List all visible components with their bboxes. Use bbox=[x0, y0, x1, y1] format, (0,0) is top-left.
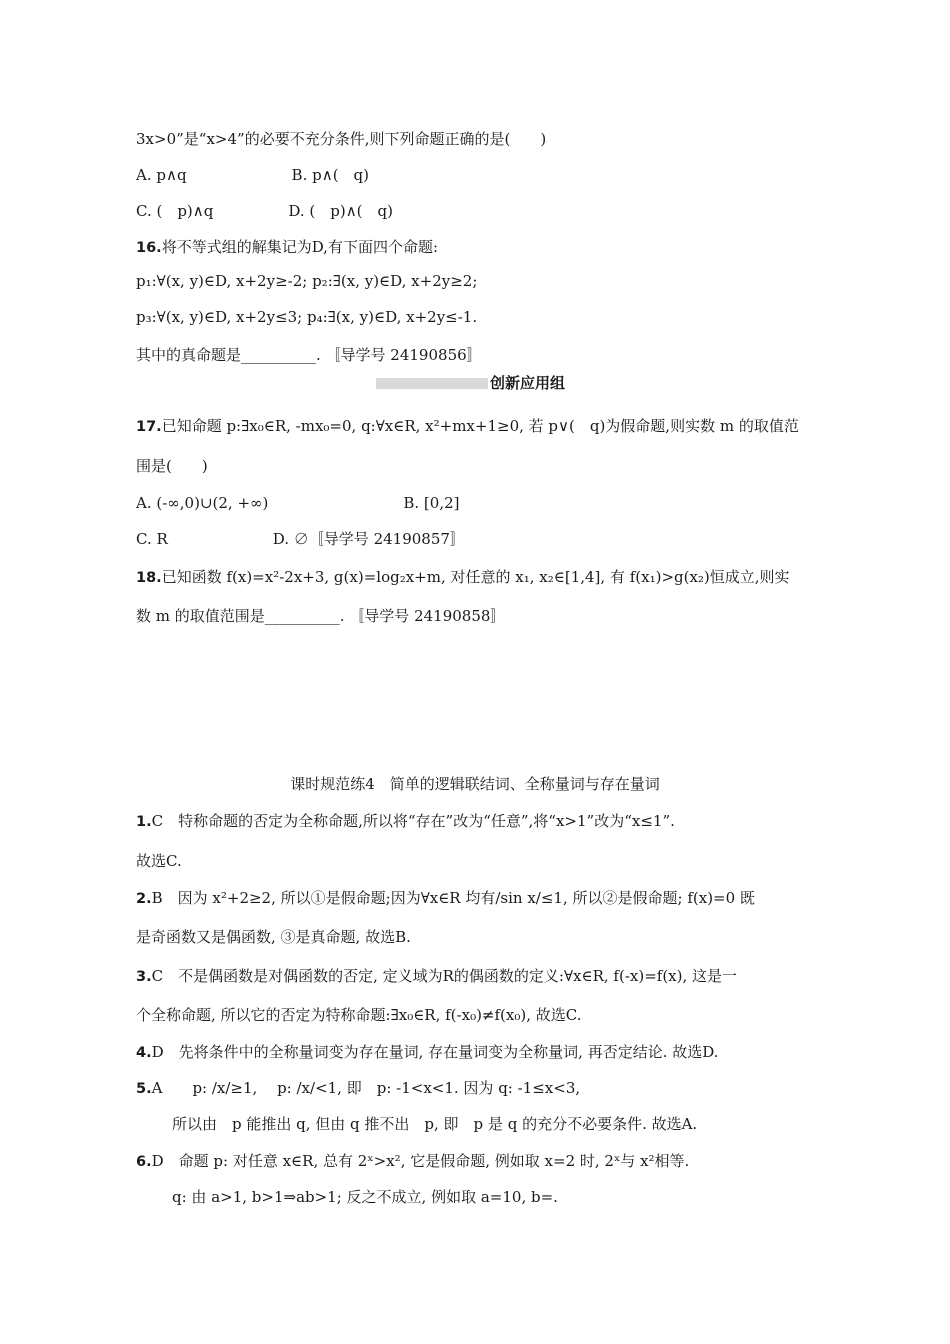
q18-number: 18. bbox=[136, 570, 162, 586]
answer-3-line2: 个全称命题, 所以它的否定为特称命题:∃x₀∈R, f(-x₀)≠f(x₀), 故选C. bbox=[136, 1006, 582, 1024]
q15-options-row2: C. ( p)∧q D. ( p)∧( q) bbox=[136, 202, 393, 220]
section-heading bbox=[376, 372, 716, 398]
answer-5-line2: 所以由 p 能推出 q, 但由 q 推不出 p, 即 p 是 q 的充分不必要条件. 故选A. bbox=[172, 1115, 698, 1133]
q15-options-row1: A. p∧q B. p∧( q) bbox=[136, 166, 369, 184]
answer-1-text: C 特称命题的否定为全称命题,所以将“存在”改为“任意”,将“x>1”改为“x≤1”. bbox=[151, 812, 675, 830]
q17-stem: 已知命题 p:∃x₀∈R, -mx₀=0, q:∀x∈R, x²+mx+1≥0, 若 p∨( q)为假命题,则实数 m 的取值范 bbox=[161, 417, 799, 435]
answer-4-number: 4. bbox=[136, 1045, 152, 1061]
answer-5-line1 bbox=[136, 1077, 580, 1098]
q17-options-row2: C. R D. ∅〚导学号 24190857〛 bbox=[136, 530, 465, 548]
q18-stem-line1 bbox=[136, 566, 790, 587]
q17-number: 17. bbox=[136, 419, 162, 435]
q16-stem-line bbox=[136, 236, 438, 257]
answer-6-line2: q: 由 a>1, b>1⇒ab>1; 反之不成立, 例如取 a=10, b=. bbox=[172, 1188, 558, 1206]
q16-propositions-p3-p4: p₃:∀(x, y)∈D, x+2y≤3; p₄:∃(x, y)∈D, x+2y≤-1. bbox=[136, 308, 478, 326]
answer-1-line2: 故选C. bbox=[136, 852, 182, 870]
answer-4-text: D 先将条件中的全称量词变为存在量词, 存在量词变为全称量词, 再否定结论. 故选D. bbox=[151, 1043, 719, 1061]
answer-3-text: C 不是偶函数是对偶函数的否定, 定义域为R的偶函数的定义:∀x∈R, f(-x)=f(x), 这是一 bbox=[151, 967, 738, 985]
q17-options-row1: A. (-∞,0)∪(2, +∞) B. [0,2] bbox=[136, 494, 460, 512]
q18-stem-line2: 数 m 的取值范围是__________. 〚导学号 24190858〛 bbox=[136, 607, 506, 625]
q16-number: 16. bbox=[136, 240, 162, 256]
answer-3-number: 3. bbox=[136, 969, 152, 985]
answer-3-line1 bbox=[136, 965, 737, 986]
answer-2-line2: 是奇函数又是偶函数, ③是真命题, 故选B. bbox=[136, 928, 411, 946]
q17-stem-line1 bbox=[136, 415, 799, 436]
answer-5-text: A p: /x/≥1, p: /x/<1, 即 p: -1<x<1. 因为 q: -1≤x<3, bbox=[151, 1079, 581, 1097]
answer-2-line1 bbox=[136, 887, 755, 908]
q16-answer-line: 其中的真命题是__________. 〚导学号 24190856〛 bbox=[136, 346, 482, 364]
answer-5-number: 5. bbox=[136, 1081, 152, 1097]
section-heading-bar bbox=[376, 378, 488, 389]
answer-4-line1 bbox=[136, 1041, 719, 1062]
q18-stem: 已知函数 f(x)=x²-2x+3, g(x)=log₂x+m, 对任意的 x₁, x₂∈[1,4], 有 f(x₁)>g(x₂)恒成立,则实 bbox=[161, 568, 790, 586]
answer-1-number: 1. bbox=[136, 814, 152, 830]
answers-title: 课时规范练4 简单的逻辑联结词、全称量词与存在量词 bbox=[290, 775, 660, 793]
answer-1-line1 bbox=[136, 810, 675, 831]
section-heading-text: 创新应用组 bbox=[490, 374, 566, 392]
q16-propositions-p1-p2: p₁:∀(x, y)∈D, x+2y≥-2; p₂:∃(x, y)∈D, x+2y≥2; bbox=[136, 272, 478, 290]
q17-stem-line2: 围是( ) bbox=[136, 457, 208, 475]
answer-6-text: D 命题 p: 对任意 x∈R, 总有 2ˣ>x², 它是假命题, 例如取 x=2 时, 2ˣ与 x²相等. bbox=[151, 1152, 690, 1170]
q16-stem: 将不等式组的解集记为D,有下面四个命题: bbox=[161, 238, 439, 256]
q15-stem: 3x>0”是“x>4”的必要不充分条件,则下列命题正确的是( ) bbox=[136, 130, 547, 148]
answer-2-text: B 因为 x²+2≥2, 所以①是假命题;因为∀x∈R 均有/sin x/≤1, 所以②是假命题; f(x)=0 既 bbox=[151, 889, 755, 907]
answer-2-number: 2. bbox=[136, 891, 152, 907]
answer-6-number: 6. bbox=[136, 1154, 152, 1170]
answer-6-line1 bbox=[136, 1150, 689, 1171]
